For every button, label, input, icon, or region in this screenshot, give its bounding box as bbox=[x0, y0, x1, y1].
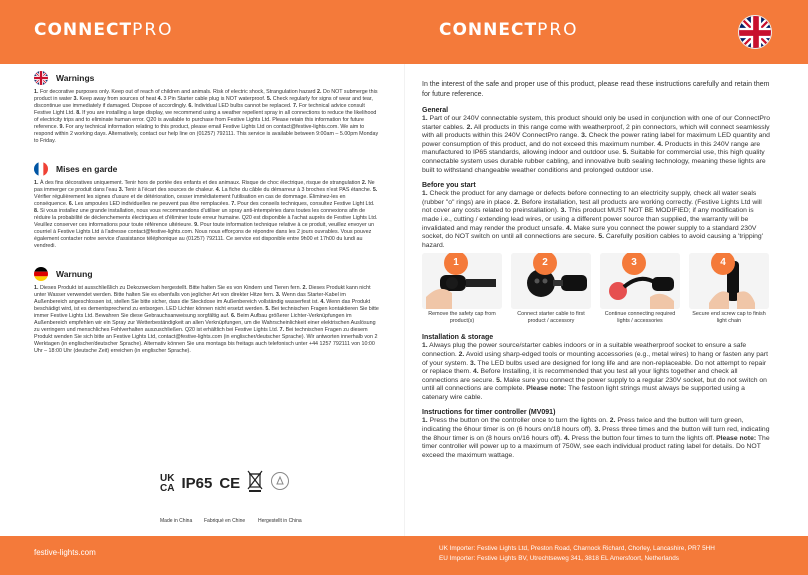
item-number: 1. bbox=[34, 180, 39, 186]
item-number: 5. bbox=[496, 376, 502, 384]
item-text: Pour toute information technique relative à ce produit, veuillez envoyer un courriel à Festive Lights Ltd à l'adresse contact@festive-lights.com. Nous nous efforçons de répondre dans les 2 jours ouvrables. Vous pouvez également contacter notre service d'assistance téléphonique au (01257) 792111. Ce service est disponible entre 9h00 et 17h00 du lundi au vendredi. bbox=[34, 222, 375, 249]
step-caption: Connect starter cable to first product / accessory bbox=[517, 311, 585, 325]
item-number: 3. bbox=[594, 426, 601, 434]
item-number: 4. bbox=[565, 224, 572, 232]
item-number: 1. bbox=[422, 342, 428, 350]
item-text: The timer controller will power up to a maximum of 750W, see each individual product rating label for details. Do NOT exceed the maximum wattage. bbox=[422, 434, 770, 459]
item-text: If you are installing a large display, we recommend using a weather repellent spray in all connections to reduce the likelihood of electricity trips and to eliminate human error. Q20 is available to purchase from Festive Lights Ltd. Please retain this information for future reference. bbox=[34, 110, 377, 130]
step-number: 2 bbox=[533, 253, 557, 275]
item-text: Do NOT submerge this product in water bbox=[34, 89, 378, 102]
item-number: 3. bbox=[118, 187, 124, 193]
timer-heading: Instructions for timer controller (MV091) bbox=[422, 409, 556, 417]
step-4-photo bbox=[689, 253, 769, 309]
item-text: Carefully position cables to avoid causing a 'tripping' hazard. bbox=[422, 233, 763, 249]
item-text: Les ampoules LED individuelles ne peuvent pas être remplacées. bbox=[73, 201, 232, 207]
item-text: Ne pas immerger ce produit dans l'eau bbox=[34, 180, 375, 193]
eu-importer-text: EU Importer: Festive Lights BV, Utrechtseweg 341, 3818 EL Amersfoort, Netherlands bbox=[439, 555, 680, 562]
item-text: Make sure you connect the power supply to a standard 230V socket, do NOT switch on until all connections are secure. bbox=[422, 224, 757, 241]
warnings-fr-section bbox=[34, 161, 380, 250]
instructions-column bbox=[422, 80, 772, 467]
item-text: Individual LED bulbs cannot be replaced. bbox=[192, 103, 293, 109]
weee-bin-icon bbox=[247, 470, 263, 497]
item-text: Bei technischen Fragen zu diesem Produkt wenden Sie sich bitte an Festive Lights Ltd, contact@festive-lights.com (in englischer/deutscher Sprache). Wir antworten innerhalb von 2 Werktagen (in englischer/deutscher Sprache). Alternativ können Sie uns montags bis freitags auch telefonisch unter +44 1257 792111 von 10:00 Uhr – 18:00 Uhr (deutsche Zeit) erreichen (in englischer Sprache). bbox=[34, 327, 378, 354]
item-number: 2. bbox=[609, 417, 616, 425]
item-text: Bei technischen Fragen kontaktieren Sie bitte immer Festive Lights Ltd. Bewahren Sie diese Gebrauchsanweisung sorgfältig auf. bbox=[34, 306, 379, 319]
uk-importer-text: UK Importer: Festive Lights Ltd, Preston Road, Charnock Richard, Chorley, Lancashire, PR7 5HH bbox=[439, 545, 715, 552]
step-1 bbox=[422, 253, 502, 332]
item-text: For any technical information relating to this product, please email Festive Lights Ltd on contact@festive-lights.com. We aim to respond within 2 working days. Alternatively, contact our help line on (01257) 792111. This service is available between 9:00am – 5.00pm Monday to Friday. bbox=[34, 124, 379, 144]
ip65-mark: IP65 bbox=[181, 475, 213, 492]
general-heading: General bbox=[422, 107, 449, 114]
warnings-en-section bbox=[34, 70, 380, 145]
item-number: 2. bbox=[514, 198, 520, 206]
item-text: Press three times and the button will turn red, indicating the 8hour timer is on (8 hours on/16 hours off). bbox=[422, 426, 770, 442]
item-number: 5. bbox=[265, 306, 270, 312]
item-text: The festoon light strings must always be supported using a catenary wire cable. bbox=[422, 385, 745, 401]
installation-heading: Installation & storage bbox=[422, 334, 494, 342]
item-number: 6. bbox=[188, 103, 193, 109]
warnings-de-section bbox=[34, 266, 380, 355]
item-text: Products in this 240V range are manufactured to IP65 standards, allowing indoor and outdoor use. bbox=[422, 140, 761, 157]
item-number: 2. bbox=[317, 89, 322, 95]
item-text: The LED bulbs used are designed for long life and are non-replaceable. Do not attempt to repair or replace them. bbox=[422, 359, 767, 376]
item-number: 4. bbox=[473, 368, 479, 376]
item-text: For decorative purposes only. Keep out of reach of children and animals. Risk of electric shock, Strangulation hazard bbox=[38, 89, 317, 95]
item-text: Avoid using sharp-edged tools or mounting accessories (e.g., metal wires) to hang or fasten any part of your system. bbox=[422, 350, 768, 367]
warnings-column bbox=[34, 70, 380, 371]
item-text: Press the button four times to turn the lights off. bbox=[569, 434, 717, 442]
item-text: Suitable for commercial use, this high quality connectable system uses durable rubber cabling, and innovative bulb sealing technology, meaning these lights are built to withstand changeable weather conditions and prolonged outdoor use. bbox=[422, 149, 766, 174]
item-text: Pour des conseils techniques, consultez Festive Light Ltd. bbox=[235, 201, 375, 207]
item-number: 1. bbox=[422, 190, 428, 198]
item-number: 6. bbox=[68, 201, 74, 207]
warnings-fr-title: Mises en garde bbox=[56, 164, 118, 174]
item-text: Dieses Produkt kann nicht unter Wasser verwendet werden. Bitte halten Sie es ebenfalls von jeglicher Art von direkter Hitze fern. bbox=[34, 285, 371, 298]
item-number: 2. bbox=[302, 285, 307, 291]
footer-bar bbox=[0, 536, 808, 575]
item-number: 4. bbox=[657, 140, 664, 148]
item-text: Make sure you connect the power supply to a regular 230V socket, but do not switch on until all connections are complete. bbox=[422, 376, 767, 393]
fabrique-en-chine-caption: Fabriqué en Chine bbox=[204, 518, 246, 524]
warnings-de-text bbox=[34, 285, 380, 355]
item-number: 3. bbox=[275, 292, 281, 298]
item-text: Check the product for any damage or defects before connecting to an electricity supply, check all water seals (rubber "o" rings) are in place. bbox=[422, 190, 757, 206]
item-number: 1. bbox=[34, 89, 39, 95]
france-flag-icon bbox=[34, 162, 48, 176]
step-caption: Continue connecting required lights / accessories bbox=[604, 311, 676, 325]
item-number: 5. bbox=[622, 149, 629, 157]
item-number: 9. bbox=[59, 124, 65, 130]
item-number: 3. bbox=[560, 207, 567, 215]
item-text: Before installation, test all products are working correctly. (Festive Lights Ltd will not cover any costs related to preinstallation). bbox=[422, 198, 762, 215]
item-text: 3 Pin Starter cable plug is NOT waterproof. bbox=[162, 96, 267, 102]
warnings-en-title: Warnings bbox=[56, 73, 95, 83]
item-number: 7. bbox=[231, 201, 236, 207]
step-caption: Remove the safety cap from product(s) bbox=[428, 311, 496, 325]
item-text: Tenir à l'écart des sources de chaleur. bbox=[123, 187, 216, 193]
item-text: Wenn das Produkt beschädigt wird, ist es dementsprechend zu entsorgen. LED Lichter können nicht ersetzt werden. bbox=[34, 299, 371, 312]
item-number: 4. bbox=[320, 299, 325, 305]
connectpro-logo-right: CONNECTPRO bbox=[439, 20, 579, 40]
warnings-en-text bbox=[34, 89, 380, 145]
item-number: 3. bbox=[73, 96, 78, 102]
germany-flag-icon bbox=[34, 267, 48, 281]
footer-website: festive-lights.com bbox=[34, 548, 96, 557]
item-text: Always plug the power source/starter cables indoors or in a suitable weatherproof socket to ensure a safe connection. bbox=[422, 342, 747, 358]
item-text: Dieses Produkt ist ausschließlich zu Dekozwecken hergestellt. Bitte halten Sie es von Kindern und Tieren fern. bbox=[38, 285, 303, 291]
before-you-start-heading: Before you start bbox=[422, 182, 476, 190]
item-text: Before Installing, it is recommended that you test all your lights together and check all connections are secure. bbox=[422, 368, 738, 384]
step-number: 1 bbox=[444, 253, 468, 275]
step-1-photo bbox=[422, 253, 502, 309]
item-number: 3. bbox=[469, 359, 476, 367]
item-text: Beim Aufbau größerer Lichter-Verknüpfungen im Außenbereich empfehlen wir ein Spray zur Wetterbeständigkeit an allen Verknüpfungen, um die Wahrscheinlichkeit einer elektrischen Auslösung zu verringern und menschliches Fehlverhalten auszuschließen. Q20 ist erhältlich bei Festive Lights Ltd. bbox=[34, 313, 376, 333]
item-text: La fiche du câble du démarreur à 3 broches n'est PAS étanche. bbox=[220, 187, 373, 193]
item-number: 4. bbox=[157, 96, 163, 102]
warnings-fr-text bbox=[34, 180, 380, 250]
item-number: 6. bbox=[230, 313, 236, 319]
item-text: Press twice and the button will turn green, indicating the 6hour timer is on (6 hours on/18 hours off). bbox=[422, 417, 744, 434]
item-text: Check regularly for signs of wear and tear, discontinue use immediately if damaged. Dispose of accordingly. bbox=[34, 96, 373, 109]
item-number: 1. bbox=[34, 285, 39, 291]
step-3 bbox=[600, 253, 680, 332]
item-number: 5. bbox=[372, 187, 378, 193]
footer-importers bbox=[439, 544, 715, 564]
header-bar bbox=[0, 0, 808, 64]
warnings-de-title: Warnung bbox=[56, 269, 93, 279]
before-you-start-text bbox=[422, 190, 772, 250]
item-number: 2. bbox=[458, 350, 465, 358]
recycle-symbol-icon bbox=[270, 471, 290, 496]
item-number: Please note: bbox=[716, 434, 757, 442]
step-number: 3 bbox=[622, 253, 646, 275]
step-3-photo bbox=[600, 253, 680, 309]
item-text: Press the button on the controller once to turn the lights on. bbox=[427, 417, 610, 425]
connectpro-logo-left: CONNECTPRO bbox=[34, 20, 174, 40]
item-number: 5. bbox=[266, 96, 272, 102]
item-number: 4. bbox=[215, 187, 221, 193]
step-2-photo bbox=[511, 253, 591, 309]
item-number: 2. bbox=[361, 180, 367, 186]
connection-steps bbox=[422, 253, 772, 332]
uk-flag-icon bbox=[738, 15, 772, 49]
item-number: 7. bbox=[292, 103, 298, 109]
item-number: 9. bbox=[194, 222, 199, 228]
item-number: 8. bbox=[34, 208, 39, 214]
item-text: Vérifier régulièrement les signes d'usure et de détérioration, cesser immédiatement l'utilisation en cas de dommage. Éliminez-les en conséquence. bbox=[34, 194, 346, 207]
item-text: For technical advice consult Festive Light Ltd. bbox=[34, 103, 365, 116]
item-number: 8. bbox=[76, 110, 81, 116]
item-text: Wenn das Starter-Kabel im Außenbereich angeschlossen ist, stellen Sie bitte sicher, dass die Steckdose im Außenbereich vollständig wasserfest ist. bbox=[34, 292, 346, 305]
general-text bbox=[422, 115, 772, 175]
item-number: 7. bbox=[279, 327, 285, 333]
item-number: 5. bbox=[598, 233, 604, 241]
certification-marks bbox=[160, 470, 380, 530]
item-number: 1. bbox=[422, 115, 428, 122]
uk-flag-icon bbox=[34, 71, 48, 85]
item-text: À des fins décoratives uniquement. Tenir hors de portée des enfants et des animaux. Risque de choc électrique, risque de strangulation bbox=[38, 180, 362, 186]
hergestellt-in-china-caption: Hergestellt in China bbox=[258, 518, 302, 524]
timer-text bbox=[422, 417, 772, 460]
installation-text bbox=[422, 342, 772, 402]
item-text: Si vous installez une grande installation, nous vous recommandons d'utiliser un spray anti-intempéries dans toutes les connexions afin de réduire la probabilité de déclenchements électriques et d'éliminer toute erreur humaine. Q20 est disponible à l'achat auprès de Festive Lights Ltd. Veuillez conserver ces informations pour toute référence ultérieure. bbox=[34, 208, 378, 228]
step-2 bbox=[511, 253, 591, 332]
item-number: 2. bbox=[466, 123, 473, 131]
item-text: This product MUST NOT BE MODIFIED; if any modification is made i.e., cutting / extending lead wires, or using a different power source than supplied, the warranty will be invalidated and may render the product unsafe. bbox=[422, 207, 754, 232]
item-number: Please note: bbox=[526, 385, 567, 393]
item-number: 1. bbox=[422, 417, 428, 425]
item-number: 3. bbox=[581, 132, 587, 140]
step-4 bbox=[689, 253, 769, 332]
ce-mark-icon: CE bbox=[219, 475, 241, 492]
item-text: All products in this range come with weatherproof, 2 pin connectors, which will connect seamlessly with all products within this 240V ConnectPro range. bbox=[422, 123, 770, 140]
item-text: Check the power rating label for maximum LED quantity and power consumption of this product, and do not exceed this maximum number. bbox=[422, 132, 770, 148]
page-divider bbox=[404, 64, 405, 536]
step-caption: Secure end screw cap to finish light chain bbox=[692, 311, 766, 325]
made-in-china-caption: Made in China bbox=[160, 518, 193, 524]
step-number: 4 bbox=[711, 253, 735, 275]
item-text: Keep away from sources of heat bbox=[77, 96, 158, 102]
intro-text: In the interest of the safe and proper use of this product, please read these instructions carefully and retain them for future reference. bbox=[422, 81, 770, 98]
ukca-mark-icon: UK CA bbox=[160, 472, 175, 494]
item-number: 4. bbox=[563, 434, 570, 442]
item-text: Part of our 240V connectable system, this product should only be used in conjunction with one of our ConnectPro starter cables. bbox=[422, 115, 770, 131]
